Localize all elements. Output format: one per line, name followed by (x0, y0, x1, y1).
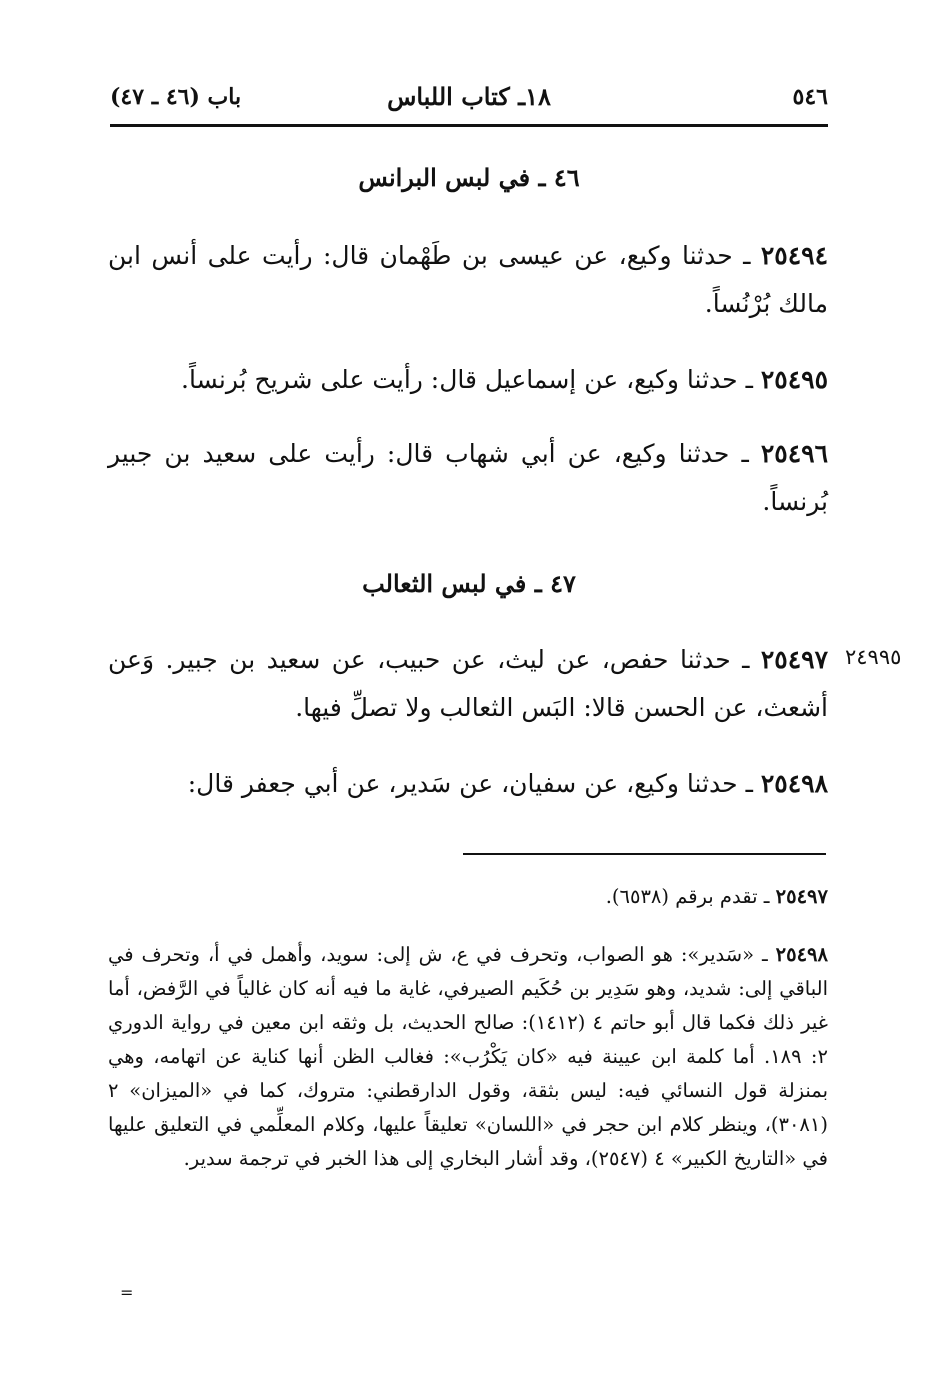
page-header (110, 80, 828, 120)
hadith-text: ـ حدثنا حفص، عن ليث، عن حبيب، عن سعيد بن جبير. وَعن أشعث، عن الحسن قالا: البَس الثعالب ولا تصلِّ فيها. (108, 645, 828, 722)
footnote-text: ـ تقدم برقم (٦٥٣٨). (605, 885, 770, 908)
hadith-entry (108, 356, 828, 404)
hadith-text: ـ حدثنا وكيع، عن سفيان، عن سَدير، عن أبي جعفر قال: (187, 769, 753, 798)
footnote (108, 880, 828, 914)
hadith-text: ـ حدثنا وكيع، عن إسماعيل قال: رأيت على شريح بُرنساً. (181, 365, 753, 394)
hadith-entry (108, 636, 828, 732)
footnote (108, 938, 828, 1176)
header-rule (110, 124, 828, 127)
section-title: ٤٦ ـ في لبس البرانس (358, 163, 580, 192)
page-number: ٥٤٦ (792, 84, 828, 110)
footnote-text: ـ «سَدير»: هو الصواب، وتحرف في ع، ش إلى: سويد، وأهمل في أ، وتحرف في الباقي إلى: شديد، وهو سَدِير بن حُكَيم الصيرفي، غاية ما فيه أنه كان غالياً في الرَّفض، أما غير ذلك فكما قال أبو حاتم ٤ (١٤١٢): صالح الحديث، بل وثقه ابن معين في رواية الدوري ٢: ١٨٩. أما كلمة ابن عيينة فيه «كان يَكْرُب»: فغالب الظن أنها كناية عن اتهامه، وهي بمنزلة قول النسائي فيه: ليس بثقة، وقول الدارقطني: متروك، كما في «الميزان» ٢ (٣٠٨١)، وينظر كلام ابن حجر في «اللسان» تعليقاً عليها، وكلام المعلِّمي في التعليق عليها في «التاريخ الكبير» ٤ (٢٥٤٧)، وقد أشار البخاري إلى هذا الخبر في ترجمة سدير. (108, 943, 828, 1170)
footnote-number: ٢٥٤٩٨ (775, 943, 828, 966)
hadith-number: ٢٥٤٩٨ (760, 769, 828, 798)
hadith-number: ٢٥٤٩٥ (760, 365, 828, 394)
corner-mark: = (120, 1283, 134, 1302)
footnote-separator (463, 853, 826, 855)
hadith-entry (108, 430, 828, 526)
hadith-entry (108, 760, 828, 808)
hadith-number: ٢٥٤٩٤ (760, 241, 828, 270)
margin-reference-number: ٢٤٩٩٥ (845, 645, 902, 669)
section-title: ٤٧ ـ في لبس الثعالب (362, 569, 576, 598)
hadith-number: ٢٥٤٩٧ (760, 645, 829, 674)
chapter-range: باب (٤٦ ـ ٤٧) (110, 84, 242, 110)
hadith-text: ـ حدثنا وكيع، عن أبي شهاب قال: رأيت على سعيد بن جبير بُرنساً. (108, 439, 828, 516)
hadith-text: ـ حدثنا وكيع، عن عيسى بن طَهْمان قال: رأيت على أنس ابن مالك بُرْنُساً. (108, 241, 828, 318)
footnote-number: ٢٥٤٩٧ (775, 885, 828, 908)
book-title: ١٨ـ كتاب اللباس (387, 82, 551, 111)
hadith-number: ٢٥٤٩٦ (760, 439, 828, 468)
hadith-entry (108, 232, 828, 328)
